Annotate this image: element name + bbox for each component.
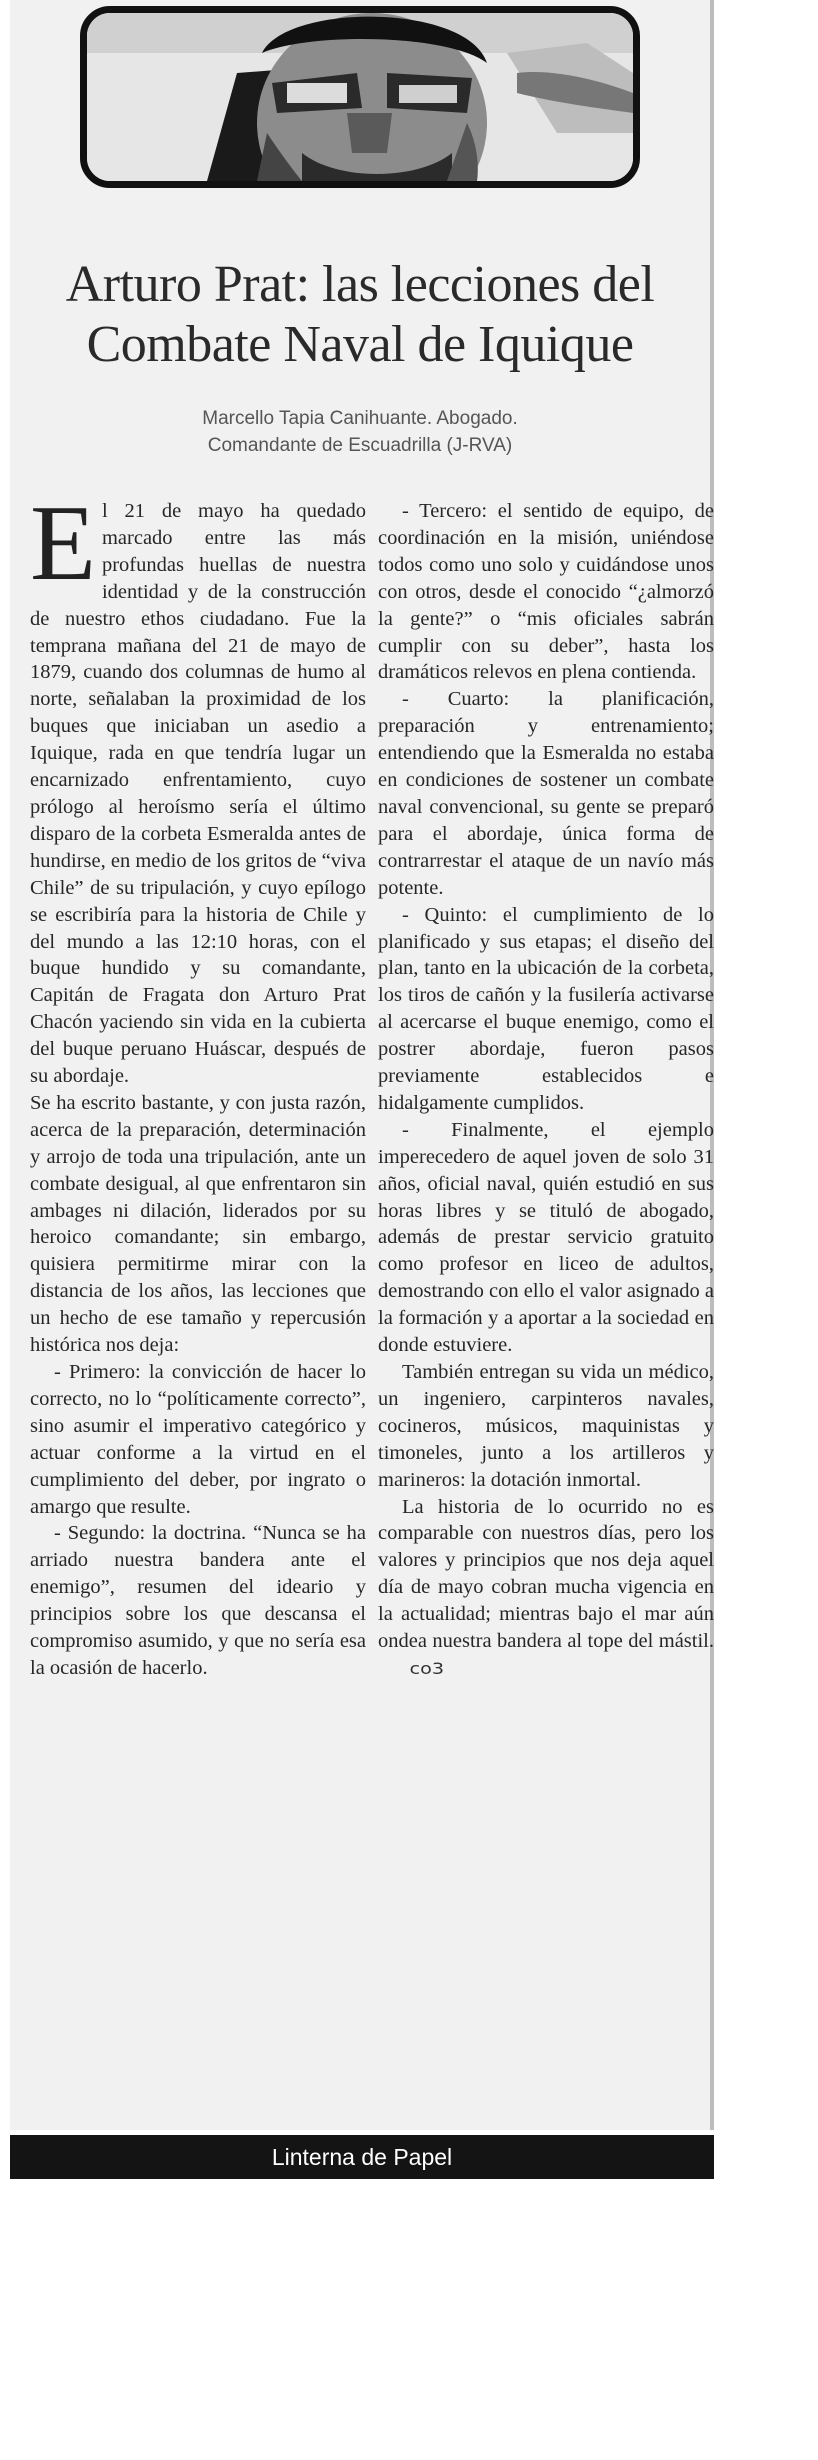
paragraph-final [378,1494,714,1683]
left-column [30,484,366,1682]
author-rank: Comandante de Escuadrilla (J-RVA) [207,435,513,456]
paragraph: También entregan su vida un médico, un ingeniero, carpinteros navales, cocineros, músicos, maquinistas y timoneles, junto a los artilleros y marineros: la dotación inmortal. [378,1361,714,1491]
drop-cap: E [30,484,96,603]
paragraph: - Tercero: el sentido de equipo, de coordinación en la misión, uniéndose todos como uno solo y cuidándose unos con otros, desde el conocido “¿almorzó la gente?” o “mis oficiales sabrán cumplir con su deber”, hasta los dramáticos relevos en plena contienda. [378,500,714,684]
section-title: Linterna de Papel [271,2144,453,2170]
section-footer [10,2135,714,2179]
paragraph-final-text: La historia de lo ocurrido no es comparable con nuestros días, pero los valores y principios que nos deja aquel día de mayo cobran mucha vigencia en la actualidad; mientras bajo el mar aún ondea nuestra bandera al tope del mástil. [378,1495,714,1653]
right-column [378,498,714,1683]
end-mark-icon: ᴄᴏ3 [409,1658,445,1678]
paragraph: - Cuarto: la planificación, preparación y entrenamiento; entendiendo que la Esmeralda no estaba en condiciones de sostener un combate naval convencional, su gente se preparó para el abordaje, única forma de contrarrestar el ataque de un navío más potente. [378,688,714,899]
article [10,0,714,2130]
headline: Arturo Prat: las lecciones del Combate Naval de Iquique [65,256,655,373]
byline [30,405,690,459]
paragraph-intro [30,484,366,1090]
paragraph-intro-text: l 21 de mayo ha quedado marcado entre las más profundas huellas de nuestra identidad y de la construcción de nuestro ethos ciudadano. Fue la temprana mañana del 21 de mayo de 1879, cuando dos columnas de humo al norte, señalaban la proximidad de los buques que iniciaban un asedio a Iquique, rada en que tendría lugar un encarnizado enfrentamiento, cuyo prólogo al heroísmo sería el último disparo de la corbeta Esmeralda antes de hundirse, en medio de los gritos de “viva Chile” de su tripulación, y cuyo epílogo se escribiría para la historia de Chile y del mundo a las 12:10 horas, con el buque hundido y su comandante, Capitán de Fragata don Arturo Prat Chacón yaciendo sin vida en la cubierta del buque peruano Huáscar, después de su abordaje. [30,500,366,1088]
portrait-illustration [87,13,633,181]
paragraph: - Segundo: la doctrina. “Nunca se ha arriado nuestra bandera ante el enemigo”, resumen del ideario y principios sobre los que descansa el compromiso asumido, y que no sería esa la ocasión de hacerlo. [30,1522,366,1679]
paragraph: - Finalmente, el ejemplo imperecedero de aquel joven de solo 31 años, oficial naval, quién estudió en sus horas libres y se tituló de abogado, además de prestar servicio gratuito como profesor en liceo de adultos, demostrando con ello el valor asignado a la formación y a aportar a la sociedad en donde estuviere. [378,1118,714,1357]
paragraph: - Quinto: el cumplimiento de lo planificado y sus etapas; el diseño del plan, tanto en la ubicación de la corbeta, los tiros de cañón y la fusilería activarse al acercarse el buque enemigo, como el postrer abordaje, fueron pasos previamente establecidos e hidalgamente cumplidos. [378,903,714,1114]
paragraph: - Primero: la convicción de hacer lo correcto, no lo “políticamente correcto”, sino asumir el imperativo categórico y actuar conforme a la virtud en el cumplimiento del deber, por ingrato o amargo que resulte. [30,1361,366,1518]
author-name: Marcello Tapia Canihuante. Abogado. [202,408,518,429]
paragraph: Se ha escrito bastante, y con justa razón, acerca de la preparación, determinación y arrojo de toda una tripulación, ante un combate desigual, al que enfrentaron sin ambages ni dilación, liderados por su heroico comandante; sin embargo, quisiera permitirme mirar con la distancia de los años, las lecciones que un hecho de ese tamaño y repercusión histórica nos deja: [30,1091,366,1357]
portrait-photo [80,6,640,188]
